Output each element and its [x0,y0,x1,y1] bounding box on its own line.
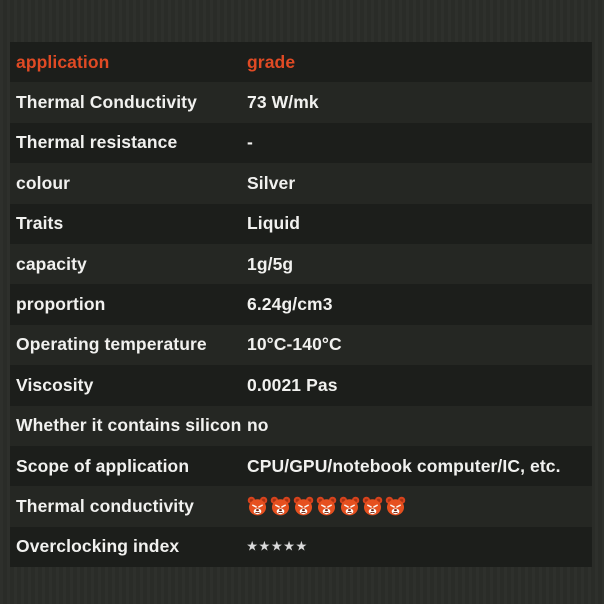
table-row [10,123,592,163]
table-row [10,365,592,405]
table-row [10,204,592,244]
header-application-label: application [16,51,110,72]
spec-value: no [247,415,269,436]
spec-label: Traits [16,213,64,234]
angry-bear-face-emoji [339,496,360,516]
emoji-rating [247,496,592,516]
angry-bear-face-emoji [270,496,291,516]
spec-label: Scope of application [16,455,190,476]
angry-bear-face-emoji [247,496,268,516]
spec-table [10,42,592,567]
spec-value: Liquid [247,213,301,234]
spec-value: 6.24g/cm3 [247,294,333,315]
spec-value: CPU/GPU/notebook computer/IC, etc. [247,455,561,476]
spec-label: colour [16,172,71,193]
spec-value: Silver [247,172,296,193]
angry-bear-face-emoji [316,496,337,516]
star-icon: ★★★★★ [247,541,309,554]
spec-value: 10°C-140°C [247,334,342,355]
table-row [10,446,592,486]
spec-label: Viscosity [16,374,94,395]
angry-bear-face-emoji [385,496,406,516]
spec-label: Whether it contains silicon [16,415,242,436]
spec-label: Thermal conductivity [16,495,195,516]
table-header-row [10,42,592,82]
table-row [10,284,592,324]
table-row [10,82,592,122]
table-row [10,325,592,365]
table-row [10,406,592,446]
star-rating [247,540,592,554]
table-row [10,163,592,203]
angry-bear-face-emoji [293,496,314,516]
table-row [10,527,592,567]
spec-label: Overclocking index [16,536,180,557]
spec-label: Thermal resistance [16,132,178,153]
spec-value: 1g/5g [247,253,294,274]
table-row [10,486,592,526]
spec-label: Thermal Conductivity [16,92,197,113]
spec-label: Operating temperature [16,334,207,355]
spec-label: proportion [16,294,106,315]
angry-bear-face-emoji [362,496,383,516]
spec-value: - [247,132,253,153]
spec-value: 73 W/mk [247,92,319,113]
spec-label: capacity [16,253,87,274]
header-grade-label: grade [247,51,296,72]
spec-value: 0.0021 Pas [247,374,338,395]
table-row [10,244,592,284]
